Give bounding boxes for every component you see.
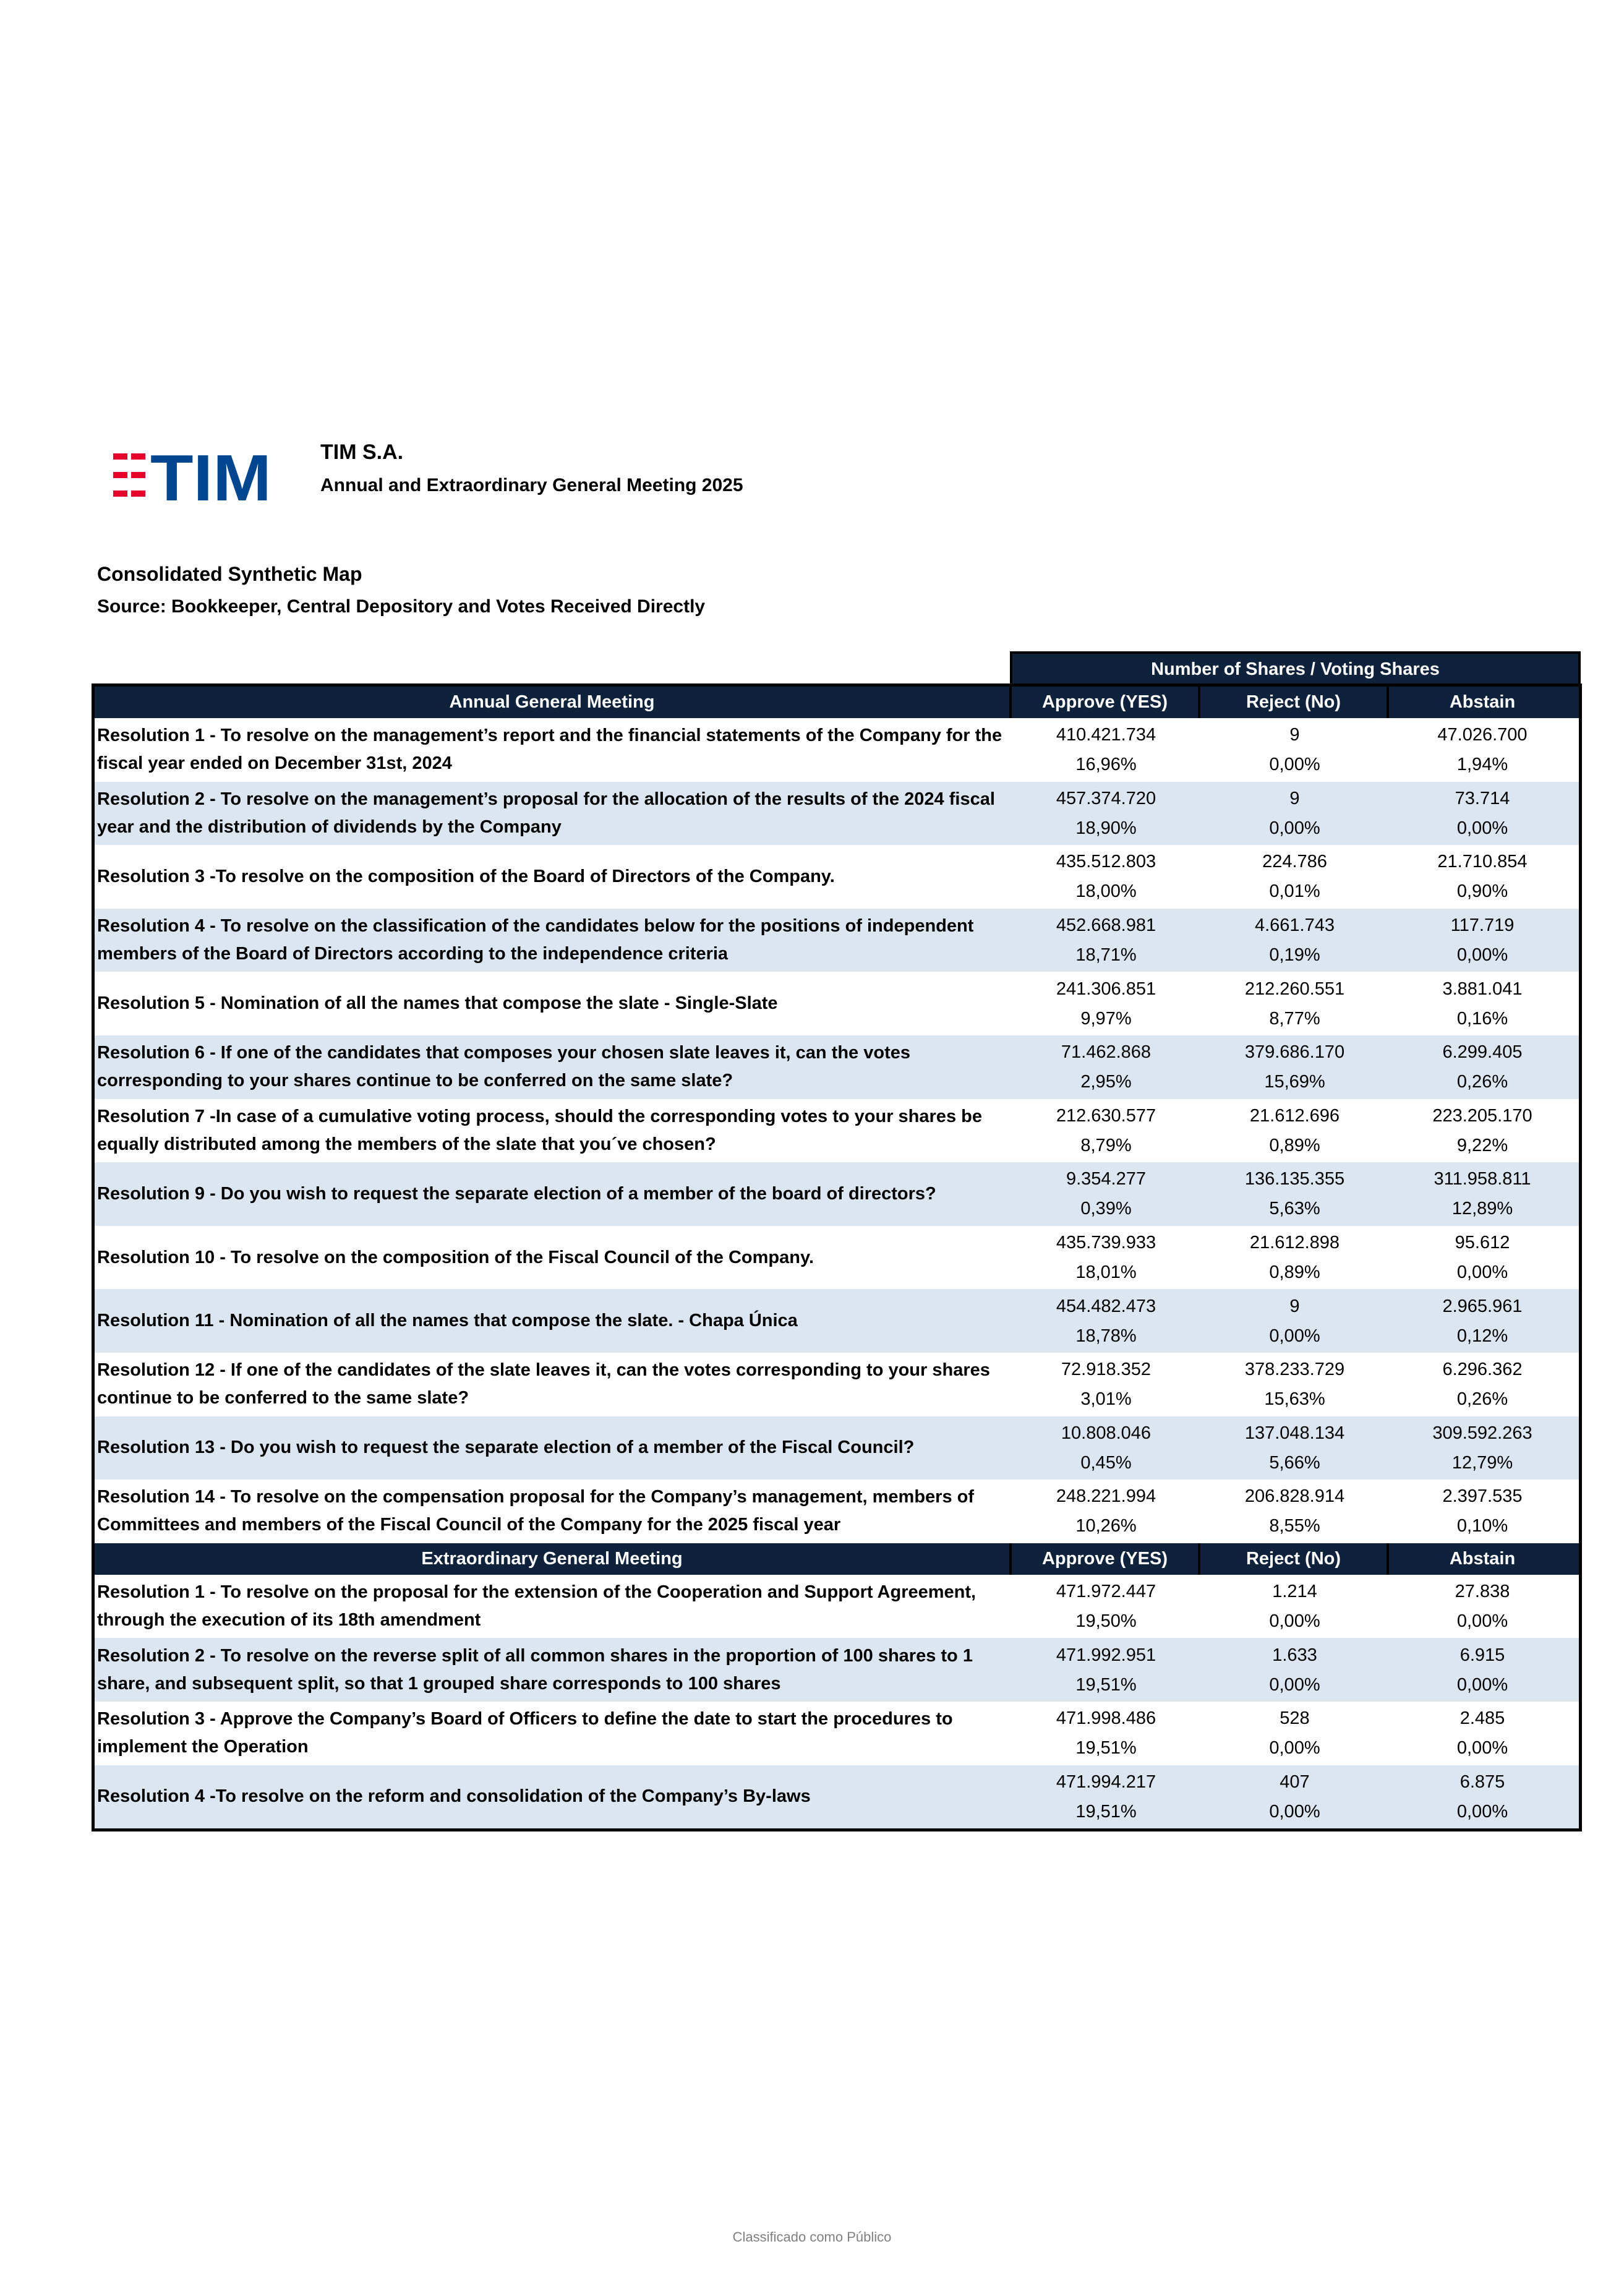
reject-percent: 8,77% (1269, 1008, 1320, 1029)
reject-count: 378.233.729 (1244, 1360, 1345, 1380)
reject-percent: 0,00% (1269, 1801, 1320, 1822)
meeting-title: Annual and Extraordinary General Meeting 2025 (320, 475, 743, 495)
section-title: Annual General Meeting (95, 687, 1012, 718)
abstain-cell (1389, 1575, 1576, 1638)
resolution-label: Resolution 2 - To resolve on the management’s proposal for the allocation of the results of the 2024 fiscal year and the distribution of dividends by the Company (97, 789, 995, 837)
approve-cell (1012, 1575, 1200, 1638)
section-title: Extraordinary General Meeting (95, 1543, 1012, 1575)
approve-count: 471.972.447 (1056, 1582, 1156, 1602)
abstain-percent: 12,89% (1451, 1199, 1513, 1219)
approve-percent: 19,51% (1075, 1738, 1137, 1758)
reject-count: 4.661.743 (1254, 915, 1335, 936)
reject-cell (1200, 1353, 1389, 1416)
abstain-cell (1389, 1289, 1576, 1353)
reject-count: 407 (1280, 1771, 1310, 1792)
approve-count: 435.739.933 (1056, 1233, 1156, 1253)
resolution-label: Resolution 12 - If one of the candidates of the slate leaves it, can the votes corresponding to your shares continue to be conferred to the same slate? (97, 1360, 990, 1408)
abstain-count: 6.296.362 (1442, 1360, 1523, 1380)
reject-count: 21.612.696 (1249, 1105, 1340, 1126)
map-source: Source: Bookkeeper, Central Depository and Votes Received Directly (97, 596, 706, 617)
reject-column-header: Reject (No) (1200, 1543, 1389, 1575)
approve-count: 10.808.046 (1061, 1423, 1152, 1443)
approve-percent: 19,50% (1075, 1611, 1137, 1632)
abstain-cell (1389, 1638, 1576, 1702)
reject-percent: 0,00% (1269, 1674, 1320, 1695)
tim-logo (113, 448, 274, 505)
abstain-percent: 0,00% (1456, 945, 1508, 966)
approve-count: 248.221.994 (1056, 1486, 1156, 1507)
abstain-cell (1389, 1099, 1576, 1163)
approve-percent: 3,01% (1080, 1389, 1132, 1410)
abstain-cell (1389, 1765, 1576, 1829)
approve-count: 410.421.734 (1056, 725, 1156, 745)
abstain-cell (1389, 1035, 1576, 1099)
reject-column-header: Reject (No) (1200, 687, 1389, 718)
approve-count: 9.354.277 (1066, 1169, 1146, 1189)
abstain-count: 27.838 (1455, 1582, 1510, 1602)
reject-percent: 0,00% (1269, 1738, 1320, 1758)
abstain-percent: 0,90% (1456, 881, 1508, 902)
table-row (95, 1575, 1579, 1638)
abstain-cell (1389, 782, 1576, 846)
approve-percent: 18,00% (1075, 881, 1137, 902)
resolution-label: Resolution 3 - Approve the Company’s Board of Officers to define the date to start the procedures to implement the Operation (97, 1709, 953, 1757)
table-row (95, 1480, 1579, 1543)
reject-cell (1200, 782, 1389, 846)
abstain-count: 21.710.854 (1437, 852, 1528, 872)
resolution-label: Resolution 3 -To resolve on the composition of the Board of Directors of the Company. (97, 866, 835, 886)
reject-percent: 8,55% (1269, 1516, 1320, 1536)
map-title: Consolidated Synthetic Map (97, 563, 362, 585)
approve-cell (1012, 909, 1200, 972)
reject-cell (1200, 1702, 1389, 1765)
resolution-label: Resolution 1 - To resolve on the management’s report and the financial statements of the Company for the fiscal year ended on December 31st, 2024 (97, 726, 1002, 774)
abstain-count: 6.915 (1459, 1645, 1505, 1665)
approve-cell (1012, 782, 1200, 846)
resolution-label: Resolution 2 - To resolve on the reverse split of all common shares in the proportion of 100 shares to 1 share, and subsequent split, so that 1 grouped share corresponds to 100 shares (97, 1645, 973, 1694)
abstain-cell (1389, 1226, 1576, 1290)
approve-cell (1012, 718, 1200, 782)
abstain-percent: 12,79% (1451, 1452, 1513, 1473)
approve-count: 435.512.803 (1056, 852, 1156, 872)
approve-cell (1012, 1416, 1200, 1480)
reject-count: 9 (1289, 725, 1300, 745)
abstain-percent: 1,94% (1456, 755, 1508, 775)
table-row (95, 718, 1579, 782)
approve-count: 212.630.577 (1056, 1105, 1156, 1126)
table-row (95, 782, 1579, 846)
reject-cell (1200, 718, 1389, 782)
approve-percent: 19,51% (1075, 1674, 1137, 1695)
abstain-cell (1389, 972, 1576, 1035)
reject-count: 1.633 (1272, 1645, 1317, 1665)
reject-count: 136.135.355 (1244, 1169, 1345, 1189)
approve-cell (1012, 845, 1200, 909)
approve-count: 471.992.951 (1056, 1645, 1156, 1665)
approve-cell (1012, 1289, 1200, 1353)
approve-cell (1012, 972, 1200, 1035)
approve-percent: 18,71% (1075, 945, 1137, 966)
reject-cell (1200, 972, 1389, 1035)
reject-percent: 5,66% (1269, 1452, 1320, 1473)
approve-column-header: Approve (YES) (1012, 687, 1200, 718)
table-row (95, 845, 1579, 909)
abstain-count: 2.397.535 (1442, 1486, 1523, 1507)
abstain-percent: 0,12% (1456, 1326, 1508, 1346)
approve-percent: 16,96% (1075, 755, 1137, 775)
approve-count: 471.998.486 (1056, 1708, 1156, 1729)
abstain-count: 73.714 (1455, 788, 1510, 808)
abstain-percent: 0,00% (1456, 818, 1508, 838)
reject-cell (1200, 1099, 1389, 1163)
approve-cell (1012, 1162, 1200, 1226)
resolution-label: Resolution 14 - To resolve on the compensation proposal for the Company’s management, members of Committees and members of the Fiscal Council of the Company for the 2025 fiscal year (97, 1487, 975, 1535)
reject-count: 224.786 (1262, 852, 1327, 872)
logo-text: TIM (150, 448, 271, 505)
approve-cell (1012, 1226, 1200, 1290)
table-row (95, 1702, 1579, 1765)
resolution-label: Resolution 11 - Nomination of all the names that compose the slate. - Chapa Única (97, 1311, 798, 1331)
approve-percent: 9,97% (1080, 1008, 1132, 1029)
approve-percent: 2,95% (1080, 1072, 1132, 1092)
table-row (95, 1162, 1579, 1226)
reject-cell (1200, 1162, 1389, 1226)
abstain-percent: 0,26% (1456, 1072, 1508, 1092)
abstain-count: 95.612 (1455, 1233, 1510, 1253)
abstain-column-header: Abstain (1449, 692, 1516, 712)
abstain-count: 309.592.263 (1432, 1423, 1532, 1443)
abstain-count: 47.026.700 (1437, 725, 1528, 745)
approve-percent: 0,39% (1080, 1199, 1132, 1219)
approve-count: 452.668.981 (1056, 915, 1156, 936)
approve-percent: 19,51% (1075, 1801, 1137, 1822)
abstain-percent: 0,16% (1456, 1008, 1508, 1029)
abstain-percent: 0,00% (1456, 1611, 1508, 1632)
resolution-label: Resolution 7 -In case of a cumulative voting process, should the corresponding votes to your shares be equally distributed among the members of the slate that you´ve chosen? (97, 1106, 982, 1154)
table-row (95, 909, 1579, 972)
abstain-column-header: Abstain (1449, 1548, 1516, 1569)
reject-percent: 0,89% (1269, 1262, 1320, 1283)
approve-percent: 8,79% (1080, 1135, 1132, 1155)
table-row (95, 972, 1579, 1035)
reject-percent: 0,00% (1269, 755, 1320, 775)
abstain-percent: 0,00% (1456, 1738, 1508, 1758)
abstain-cell (1389, 1416, 1576, 1480)
approve-cell (1012, 1099, 1200, 1163)
abstain-cell (1389, 1702, 1576, 1765)
approve-cell (1012, 1638, 1200, 1702)
agm-header-row (95, 687, 1579, 718)
abstain-percent: 0,00% (1456, 1262, 1508, 1283)
abstain-percent: 9,22% (1456, 1135, 1508, 1155)
approve-count: 471.994.217 (1056, 1771, 1156, 1792)
table-row (95, 1226, 1579, 1290)
approve-percent: 10,26% (1075, 1516, 1137, 1536)
approve-percent: 18,90% (1075, 818, 1137, 838)
abstain-count: 2.485 (1459, 1708, 1505, 1729)
table-row (95, 1416, 1579, 1480)
reject-cell (1200, 1416, 1389, 1480)
reject-cell (1200, 1226, 1389, 1290)
reject-count: 9 (1289, 788, 1300, 808)
abstain-percent: 0,00% (1456, 1801, 1508, 1822)
abstain-count: 6.875 (1459, 1771, 1505, 1792)
table-row (95, 1099, 1579, 1163)
resolution-label: Resolution 1 - To resolve on the proposal for the extension of the Cooperation and Support Agreement, through the execution of its 18th amendment (97, 1582, 977, 1630)
resolution-label: Resolution 5 - Nomination of all the names that compose the slate - Single-Slate (97, 993, 778, 1014)
abstain-count: 223.205.170 (1432, 1105, 1532, 1126)
resolution-label: Resolution 13 - Do you wish to request the separate election of a member of the Fiscal Council? (97, 1437, 915, 1458)
reject-cell (1200, 1575, 1389, 1638)
approve-percent: 0,45% (1080, 1452, 1132, 1473)
reject-percent: 15,69% (1264, 1072, 1325, 1092)
reject-percent: 0,00% (1269, 1611, 1320, 1632)
shares-header: Number of Shares / Voting Shares (1010, 651, 1581, 687)
reject-cell (1200, 1289, 1389, 1353)
reject-percent: 0,19% (1269, 945, 1320, 966)
reject-percent: 5,63% (1269, 1199, 1320, 1219)
resolution-label: Resolution 9 - Do you wish to request the separate election of a member of the board of directors? (97, 1183, 936, 1204)
reject-cell (1200, 909, 1389, 972)
reject-count: 21.612.898 (1249, 1233, 1340, 1253)
abstain-percent: 0,26% (1456, 1389, 1508, 1410)
reject-count: 137.048.134 (1244, 1423, 1345, 1443)
approve-count: 457.374.720 (1056, 788, 1156, 808)
approve-cell (1012, 1480, 1200, 1543)
table-row (95, 1289, 1579, 1353)
reject-percent: 0,00% (1269, 818, 1320, 838)
resolution-label: Resolution 4 - To resolve on the classification of the candidates below for the positions of independent members of the Board of Directors according to the independence criteria (97, 916, 974, 964)
table-row (95, 1765, 1579, 1829)
reject-count: 212.260.551 (1244, 979, 1345, 999)
abstain-cell (1389, 909, 1576, 972)
table-row (95, 1035, 1579, 1099)
reject-percent: 0,01% (1269, 881, 1320, 902)
table-row (95, 1638, 1579, 1702)
approve-cell (1012, 1035, 1200, 1099)
abstain-count: 2.965.961 (1442, 1296, 1523, 1316)
resolution-label: Resolution 6 - If one of the candidates that composes your chosen slate leaves it, can the votes corresponding to your shares continue to be conferred on the same slate? (97, 1043, 910, 1091)
classification-footer: Classificado como Público (732, 2229, 892, 2245)
voting-table (92, 683, 1582, 1831)
reject-percent: 0,89% (1269, 1135, 1320, 1155)
approve-cell (1012, 1702, 1200, 1765)
approve-cell (1012, 1765, 1200, 1829)
approve-count: 71.462.868 (1061, 1042, 1152, 1063)
resolution-label: Resolution 4 -To resolve on the reform and consolidation of the Company’s By-laws (97, 1786, 811, 1807)
reject-count: 528 (1280, 1708, 1310, 1729)
abstain-percent: 0,00% (1456, 1674, 1508, 1695)
reject-count: 1.214 (1272, 1582, 1317, 1602)
approve-column-header: Approve (YES) (1012, 1543, 1200, 1575)
abstain-count: 117.719 (1450, 915, 1515, 936)
reject-cell (1200, 1638, 1389, 1702)
reject-cell (1200, 1480, 1389, 1543)
reject-cell (1200, 845, 1389, 909)
table-row (95, 1353, 1579, 1416)
approve-count: 454.482.473 (1056, 1296, 1156, 1316)
approve-cell (1012, 1353, 1200, 1416)
abstain-count: 311.958.811 (1434, 1169, 1531, 1189)
approve-percent: 18,78% (1075, 1326, 1137, 1346)
approve-percent: 18,01% (1075, 1262, 1137, 1283)
reject-count: 9 (1289, 1296, 1300, 1316)
abstain-cell (1389, 845, 1576, 909)
egm-header-row (95, 1543, 1579, 1575)
abstain-cell (1389, 1480, 1576, 1543)
reject-cell (1200, 1035, 1389, 1099)
reject-count: 206.828.914 (1244, 1486, 1345, 1507)
reject-count: 379.686.170 (1244, 1042, 1345, 1063)
reject-percent: 0,00% (1269, 1326, 1320, 1346)
approve-count: 72.918.352 (1061, 1360, 1152, 1380)
approve-count: 241.306.851 (1056, 979, 1156, 999)
company-name: TIM S.A. (320, 440, 404, 464)
abstain-count: 6.299.405 (1442, 1042, 1523, 1063)
resolution-label: Resolution 10 - To resolve on the composition of the Fiscal Council of the Company. (97, 1247, 814, 1267)
abstain-cell (1389, 718, 1576, 782)
abstain-cell (1389, 1162, 1576, 1226)
reject-percent: 15,63% (1264, 1389, 1325, 1410)
abstain-percent: 0,10% (1456, 1516, 1508, 1536)
abstain-cell (1389, 1353, 1576, 1416)
abstain-count: 3.881.041 (1442, 979, 1523, 999)
reject-cell (1200, 1765, 1389, 1829)
